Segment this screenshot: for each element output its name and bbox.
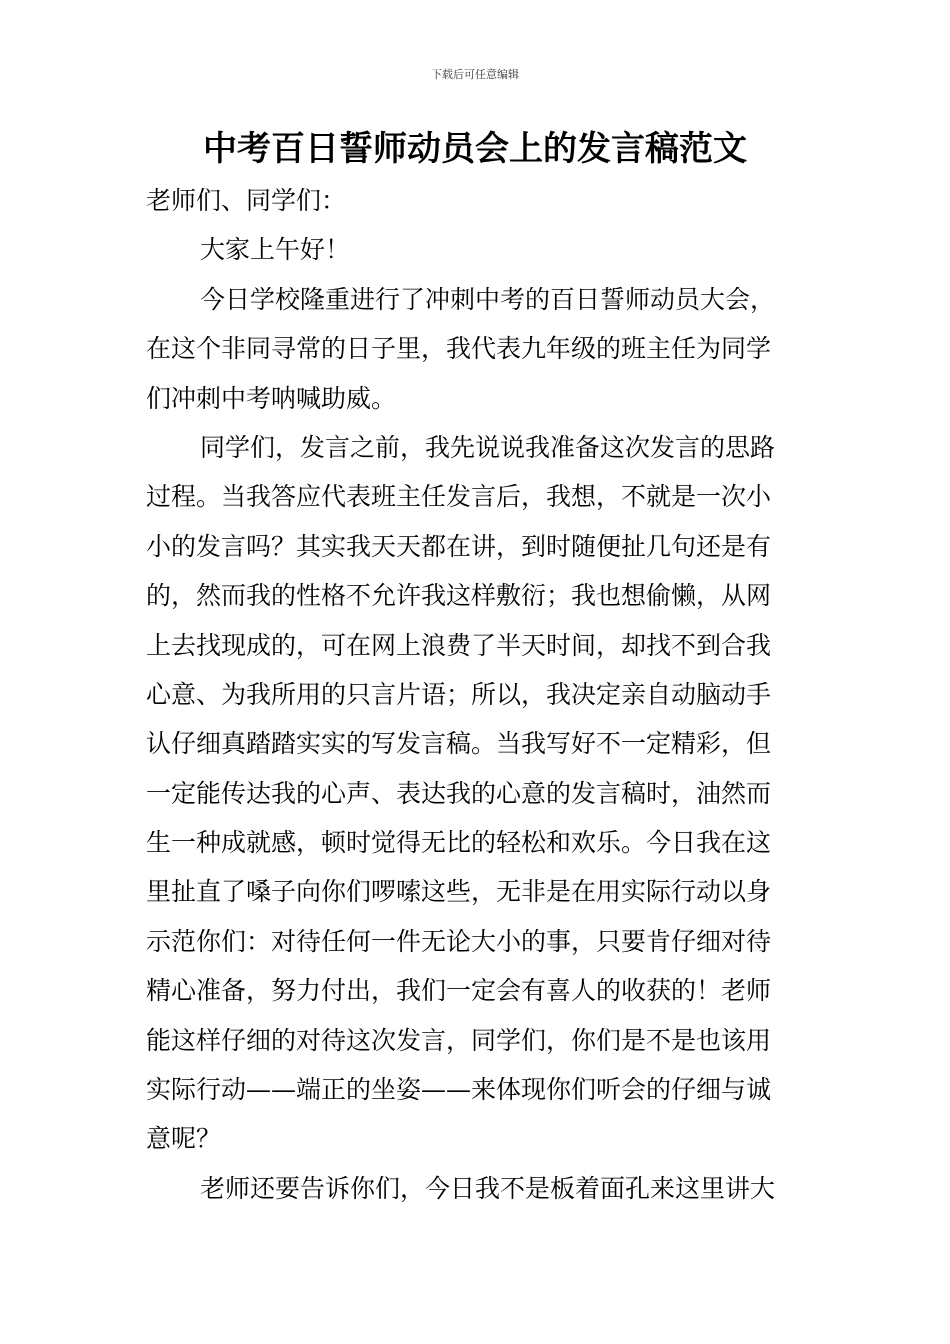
body-line: 上去找现成的，可在网上浪费了半天时间，却找不到合我: [146, 630, 772, 660]
body-line: 一定能传达我的心声、表达我的心意的发言稿时，油然而: [146, 778, 772, 808]
body-line: 同学们，发言之前，我先说说我准备这次发言的思路: [200, 432, 776, 462]
body-line: 的，然而我的性格不允许我这样敷衍；我也想偷懒，从网: [146, 581, 772, 611]
body-line: 心意、为我所用的只言片语；所以，我决定亲自动脑动手: [146, 679, 772, 709]
body-line: 精心准备，努力付出，我们一定会有喜人的收获的！老师: [146, 976, 772, 1006]
document-title: 中考百日誓师动员会上的发言稿范文: [203, 129, 747, 169]
body-line: 认仔细真踏踏实实的写发言稿。当我写好不一定精彩，但: [146, 729, 772, 759]
body-line: 实际行动——端正的坐姿——来体现你们听会的仔细与诚: [146, 1075, 772, 1105]
body-line: 意呢？: [146, 1124, 222, 1154]
body-line: 们冲刺中考呐喊助威。: [146, 383, 397, 413]
body-line: 老师们、同学们：: [146, 186, 347, 215]
body-line: 老师还要告诉你们，今日我不是板着面孔来这里讲大: [200, 1173, 776, 1203]
document-body: [146, 176, 812, 1213]
body-line: 示范你们：对待任何一件无论大小的事，只要肯仔细对待: [146, 926, 772, 956]
body-line: 过程。当我答应代表班主任发言后，我想，不就是一次小: [146, 482, 772, 512]
body-line: 生一种成就感，顿时觉得无比的轻松和欢乐。今日我在这: [146, 828, 772, 858]
body-line: 在这个非同寻常的日子里，我代表九年级的班主任为同学: [146, 334, 772, 364]
body-line: 里扯直了嗓子向你们啰嗦这些，无非是在用实际行动以身: [146, 877, 772, 907]
body-line: 小的发言吗？其实我天天都在讲，到时随便扯几句还是有: [146, 531, 772, 561]
body-line: 能这样仔细的对待这次发言，同学们，你们是不是也该用: [146, 1025, 772, 1055]
body-line: 今日学校隆重进行了冲刺中考的百日誓师动员大会，: [200, 284, 776, 314]
body-line: 大家上午好！: [200, 235, 351, 265]
header-note: 下载后可任意编辑: [431, 68, 519, 81]
